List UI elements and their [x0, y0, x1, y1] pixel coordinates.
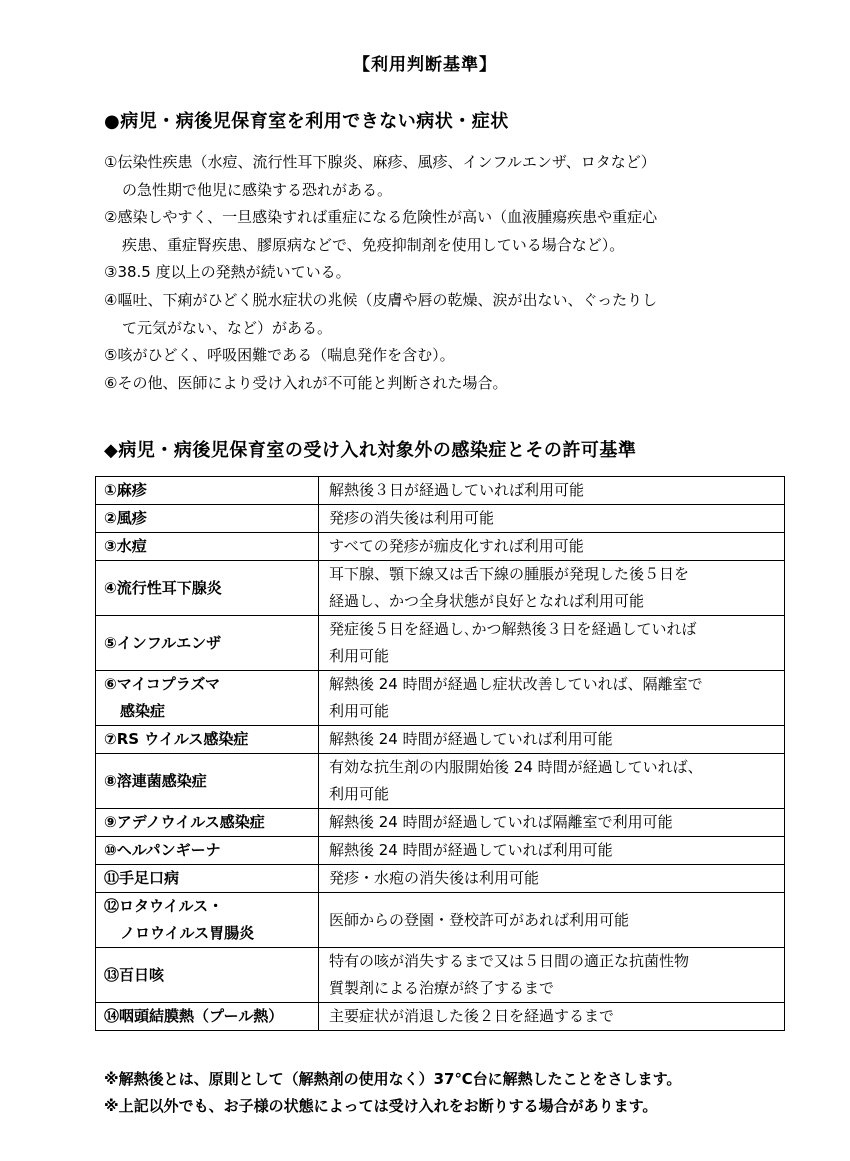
rule-cell — [319, 671, 785, 726]
disease-name-line: ⑥マイコプラズマ — [104, 675, 221, 693]
disease-cell — [96, 533, 319, 561]
rule-cell — [319, 616, 785, 671]
disease-cell — [96, 616, 319, 671]
condition-line: ⑥その他、医師により受け入れが不可能と判断された場合。 — [104, 373, 508, 392]
rule-line: 経過し、かつ全身状態が良好となれば利用可能 — [329, 592, 645, 610]
disease-cell — [96, 837, 319, 865]
rule-line: 主要症状が消退した後２日を経過するまで — [329, 1007, 615, 1025]
table-row — [96, 1003, 785, 1031]
rule-cell — [319, 754, 785, 809]
rule-line: 利用可能 — [329, 647, 390, 665]
table-row — [96, 671, 785, 726]
table-row — [96, 616, 785, 671]
rule-line: 特有の咳が消失するまで又は５日間の適正な抗菌性物 — [329, 952, 690, 970]
disease-cell — [96, 505, 319, 533]
rule-line: 解熱後 24 時間が経過していれば隔離室で利用可能 — [329, 813, 673, 831]
condition-line: ③38.5 度以上の発熱が続いている。 — [104, 263, 351, 282]
condition-list — [104, 149, 804, 397]
table-row — [96, 477, 785, 505]
table-row — [96, 865, 785, 893]
disease-name-line: ⑧溶連菌感染症 — [104, 771, 207, 790]
condition-item — [104, 204, 804, 259]
condition-item — [104, 149, 804, 204]
table-row — [96, 533, 785, 561]
table-row — [96, 505, 785, 533]
rule-line: 発症後５日を経過し､かつ解熱後３日を経過していれば — [329, 620, 697, 638]
rule-line: 発疹・水疱の消失後は利用可能 — [329, 869, 540, 887]
rule-line: 解熱後 24 時間が経過していれば利用可能 — [329, 841, 613, 859]
rule-line: 質製剤による治療が終了するまで — [329, 979, 555, 997]
rule-cell — [319, 1003, 785, 1031]
disease-cell — [96, 671, 319, 726]
disease-cell — [96, 561, 319, 616]
note-line: ※解熱後とは、原則として（解熱剤の使用なく）37℃台に解熱したことをさします。 — [104, 1070, 682, 1088]
rule-cell — [319, 477, 785, 505]
condition-item — [104, 287, 804, 342]
disease-cell — [96, 726, 319, 754]
rule-cell — [319, 893, 785, 948]
disease-cell — [96, 865, 319, 893]
infection-rules-table — [95, 476, 785, 1031]
rule-cell — [319, 865, 785, 893]
rule-cell — [319, 533, 785, 561]
disease-cell — [96, 477, 319, 505]
notes — [104, 1066, 681, 1120]
disease-name-line: ③水痘 — [104, 537, 147, 555]
disease-name-line: 感染症 — [120, 702, 166, 720]
disease-cell — [96, 754, 319, 809]
rule-line: 解熱後 24 時間が経過し症状改善していれば、隔離室で — [329, 675, 703, 693]
disease-name-line: ⑫ロタウイルス・ — [104, 897, 224, 915]
rule-cell — [319, 505, 785, 533]
condition-item — [104, 370, 804, 398]
condition-line: 疾患、重症腎疾患、膠原病などで、免疫抑制剤を使用している場合など）。 — [122, 235, 625, 254]
disease-name-line: ⑭咽頭結膜熱（プール熱） — [104, 1007, 284, 1025]
note-line: ※上記以外でも、お子様の状態によっては受け入れをお断りする場合があります。 — [104, 1097, 658, 1115]
rule-cell — [319, 837, 785, 865]
disease-name-line: ⑩ヘルパンギーナ — [104, 841, 221, 859]
condition-line: ①伝染性疾患（水痘、流行性耳下腺炎、麻疹、風疹、インフルエンザ、ロタなど） — [104, 153, 656, 171]
rule-line: 利用可能 — [329, 785, 390, 803]
rule-line: 解熱後 24 時間が経過していれば利用可能 — [329, 730, 613, 748]
disease-name-line: ⑬百日咳 — [104, 965, 165, 984]
disease-cell — [96, 893, 319, 948]
rule-cell — [319, 561, 785, 616]
disease-cell — [96, 948, 319, 1003]
rule-line: 解熱後３日が経過していれば利用可能 — [329, 481, 585, 499]
condition-line: の急性期で他児に感染する恐れがある。 — [122, 180, 393, 199]
disease-name-line: ④流行性耳下腺炎 — [104, 578, 222, 597]
section-heading-infections: ◆病児・病後児保育室の受け入れ対象外の感染症とその許可基準 — [104, 440, 637, 461]
condition-item — [104, 342, 804, 370]
disease-name-line: ⑦RS ウイルス感染症 — [104, 730, 249, 748]
condition-line: ④嘔吐、下痢がひどく脱水症状の兆候（皮膚や唇の乾燥、涙が出ない、ぐったりし — [104, 290, 658, 309]
rule-line: 耳下腺、顎下線又は舌下線の腫脹が発現した後５日を — [329, 565, 690, 583]
document-title: 【利用判断基準】 — [353, 55, 497, 75]
rule-line: すべての発疹が痂皮化すれば利用可能 — [329, 537, 584, 555]
rule-cell — [319, 809, 785, 837]
disease-name-line: ②風疹 — [104, 509, 147, 527]
condition-line: て元気がない、など）がある。 — [122, 318, 333, 337]
table-row — [96, 726, 785, 754]
disease-name-line: ⑨アデノウイルス感染症 — [104, 813, 265, 831]
section-heading-conditions: ●病児・病後児保育室を利用できない病状・症状 — [104, 111, 509, 132]
rule-line: 発疹の消失後は利用可能 — [329, 509, 495, 527]
table-row — [96, 837, 785, 865]
infection-rules-body — [96, 477, 785, 1031]
disease-cell — [96, 1003, 319, 1031]
rule-line: 利用可能 — [329, 702, 390, 720]
table-row — [96, 893, 785, 948]
disease-name-line: ①麻疹 — [104, 481, 147, 499]
disease-name-line: ⑪手足口病 — [104, 869, 180, 887]
rule-cell — [319, 948, 785, 1003]
condition-item — [104, 259, 804, 287]
table-row — [96, 809, 785, 837]
rule-cell — [319, 726, 785, 754]
rule-line: 医師からの登園・登校許可があれば利用可能 — [329, 910, 630, 929]
table-row — [96, 754, 785, 809]
condition-line: ⑤咳がひどく、呼吸困難である（喘息発作を含む）。 — [104, 346, 455, 365]
disease-name-line: ⑤インフルエンザ — [104, 633, 222, 652]
condition-line: ②感染しやすく、一旦感染すれば重症になる危険性が高い（血液腫瘍疾患や重症心 — [104, 208, 658, 227]
disease-cell — [96, 809, 319, 837]
disease-name-line: ノロウイルス胃腸炎 — [120, 924, 255, 942]
table-row — [96, 561, 785, 616]
rule-line: 有効な抗生剤の内服開始後 24 時間が経過していれば、 — [329, 758, 703, 776]
table-row — [96, 948, 785, 1003]
